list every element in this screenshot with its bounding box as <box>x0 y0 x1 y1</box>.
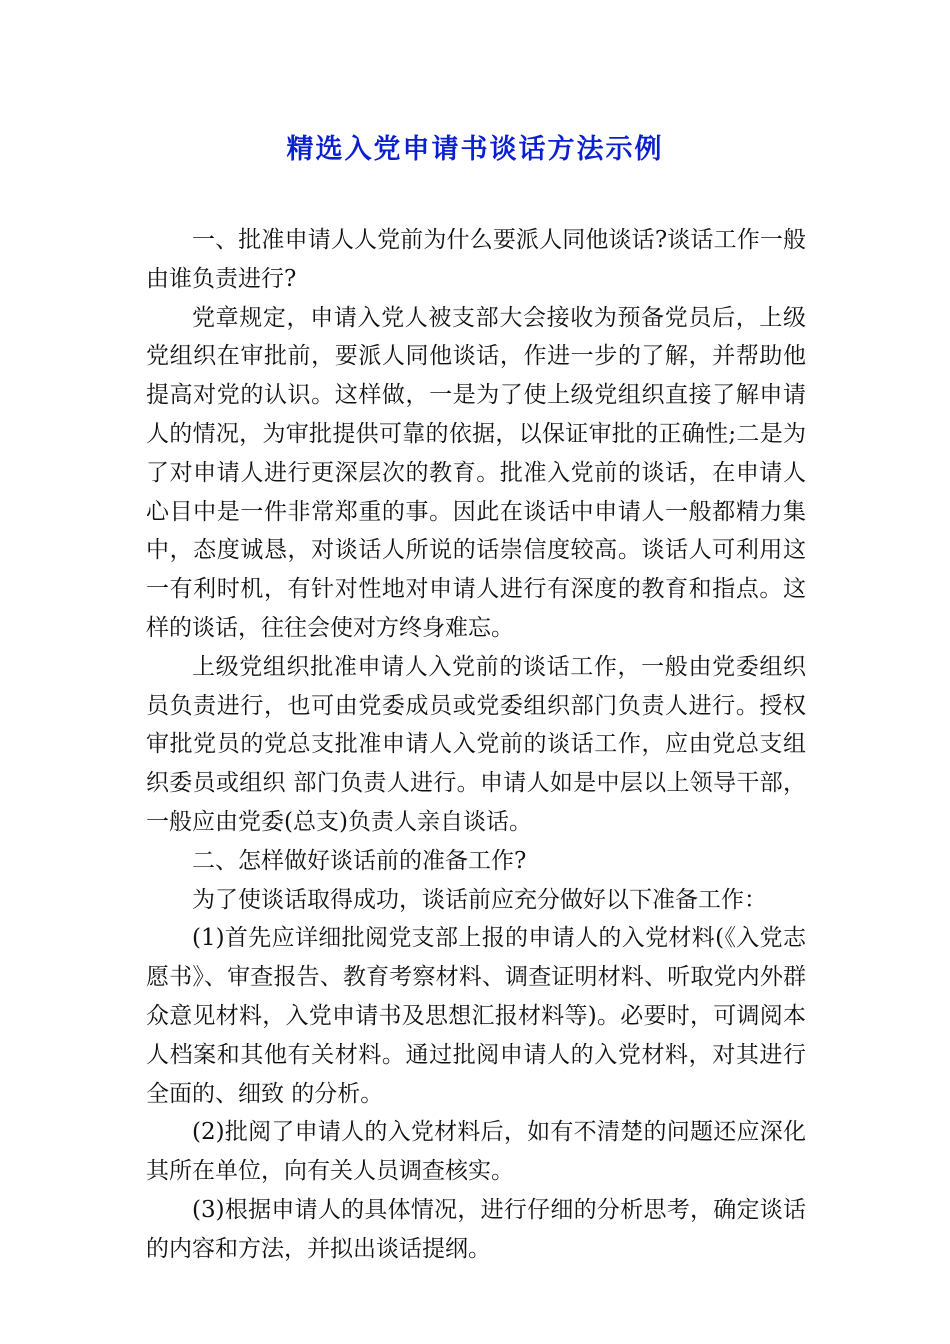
document-body <box>146 221 806 1269</box>
document-title: 精选入党申请书谈话方法示例 <box>286 134 664 165</box>
paragraph-a2-intro: 为了使谈话取得成功，谈话前应充分做好以下准备工作： <box>192 886 767 913</box>
paragraph-a1-part1: 党章规定，申请入党人被支部大会接收为预备党员后，上级党组织在审批前，要派人同他谈话，作进一步的了解，并帮助他提高对党的认识。这样做，一是为了使上级党组织直接了解申请人的情况，为审批提供可靠的依据，以保证审批的正确性;二是为了对申请人进行更深层次的教育。批准入党前的谈话，在申请人心目中是一件非常郑重的事。因此在谈话中申请人一般都精力集中，态度诚恳，对谈话人所说的话崇信度较高。谈话人可利用这一有利时机，有针对性地对申请人进行有深度的教育和指点。这样的谈话，往往会使对方终身难忘。 <box>146 304 806 641</box>
paragraph-a1-part2: 上级党组织批准申请人入党前的谈话工作，一般由党委组织员负责进行，也可由党委成员或党委组织部门负责人进行。授权审批党员的党总支批准申请人入党前的谈话工作，应由党总支组织委员或组织 部门负责人进行。申请人如是中层以上领导干部，一般应由党委(总支)负责人亲自谈话。 <box>146 653 806 835</box>
paragraph-item-3: (3)根据申请人的具体情况，进行仔细的分析思考，确定谈话的内容和方法，并拟出谈话提纲。 <box>146 1196 806 1262</box>
paragraph-item-2: (2)批阅了申请人的入党材料后，如有不清楚的问题还应深化其所在单位，向有关人员调查核实。 <box>146 1119 806 1185</box>
paragraph-q2: 二、怎样做好谈话前的准备工作? <box>192 847 527 874</box>
paragraph-item-1: (1)首先应详细批阅党支部上报的申请人的入党材料(《入党志愿书》、审查报告、教育考察材料、调查证明材料、听取党内外群众意见材料，入党申请书及思想汇报材料等)。必要时，可调阅本人档案和其他有关材料。通过批阅申请人的入党材料，对其进行全面的、细致 的分析。 <box>146 925 806 1107</box>
paragraph-q1: 一、批准申请人人党前为什么要派人同他谈话?谈话工作一般由谁负责进行? <box>146 227 806 292</box>
